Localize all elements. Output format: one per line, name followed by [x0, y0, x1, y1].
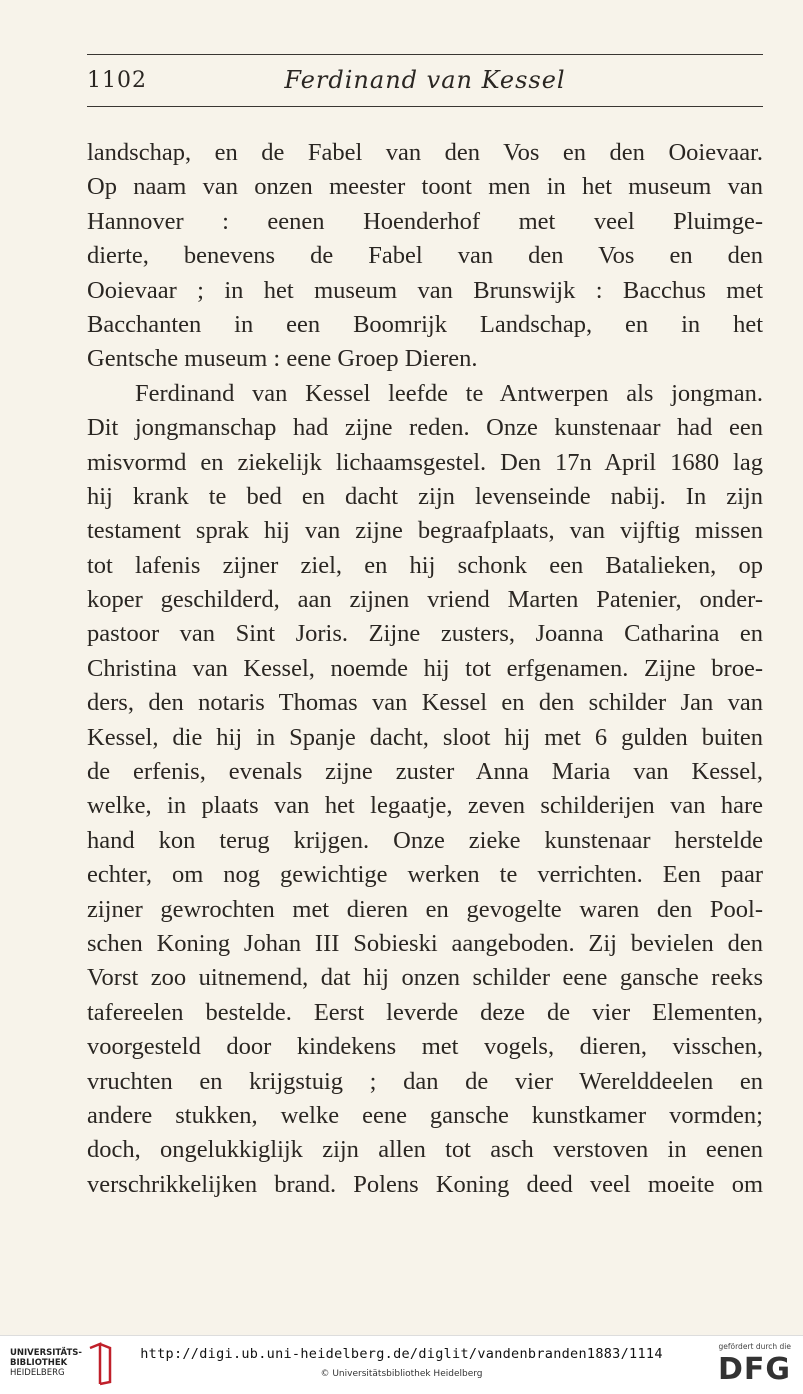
text-line: andere stukken, welke eene gansche kunstkamer vormden;	[87, 1101, 763, 1129]
text-line: Bacchanten in een Boomrijk Landschap, en in het	[87, 310, 763, 338]
text-line: tot lafenis zijner ziel, en hij schonk een Batalieken, op	[87, 551, 763, 579]
text-line: testament sprak hij van zijne begraafplaats, van vijftig missen	[87, 517, 763, 545]
text-line: Christina van Kessel, noemde hij tot erfgenamen. Zijne broe-	[87, 654, 763, 682]
text-line: Vorst zoo uitnemend, dat hij onzen schilder eene gansche reeks	[87, 964, 763, 992]
text-line: dierte, benevens de Fabel van den Vos en den	[87, 242, 763, 270]
text-line: schen Koning Johan III Sobieski aangeboden. Zij bevielen den	[87, 929, 763, 957]
text-line: Op naam van onzen meester toont men in het museum van	[87, 173, 763, 201]
text-line: Ferdinand van Kessel leefde te Antwerpen als jongman.	[135, 379, 763, 407]
library-name-line: HEIDELBERG	[10, 1368, 65, 1378]
text-line: zijner gewrochten met dieren en gevogelte waren den Pool-	[87, 895, 763, 923]
text-line: echter, om nog gewichtige werken te verrichten. Een paar	[87, 861, 763, 889]
text-line: voorgesteld door kindekens met vogels, dieren, visschen,	[87, 1033, 763, 1061]
page-header	[87, 66, 763, 100]
library-name-line: BIBLIOTHEK	[10, 1358, 68, 1368]
funding-caption: gefördert durch die	[718, 1342, 791, 1351]
text-line: hand kon terug krijgen. Onze zieke kunstenaar herstelde	[87, 826, 763, 854]
text-line: landschap, en de Fabel van den Vos en den Ooievaar.	[87, 139, 763, 166]
text-line: doch, ongelukkiglijk zijn allen tot asch verstoven in eenen	[87, 1136, 763, 1164]
text-line: koper geschilderd, aan zijnen vriend Marten Patenier, onder-	[87, 586, 763, 614]
text-line: Kessel, die hij in Spanje dacht, sloot hij met 6 gulden buiten	[87, 723, 763, 751]
dfg-logo: DFG	[717, 1352, 791, 1387]
text-line: welke, in plaats van het legaatje, zeven schilderijen van hare	[87, 792, 763, 820]
library-name-line: UNIVERSITÄTS-	[10, 1348, 82, 1358]
text-line: ders, den notaris Thomas van Kessel en den schilder Jan van	[87, 689, 763, 717]
header-rule	[87, 106, 763, 107]
text-line: hij krank te bed en dacht zijn levenseinde nabij. In zijn	[87, 482, 763, 510]
running-title: Ferdinand van Kessel	[284, 66, 566, 94]
text-line: Ooievaar ; in het museum van Brunswijk : Bacchus met	[87, 276, 763, 304]
copyright-notice: © Universitätsbibliothek Heidelberg	[320, 1369, 483, 1379]
body-text	[87, 136, 763, 1202]
text-line: verschrikkelijken brand. Polens Koning deed veel moeite om	[87, 1170, 763, 1198]
footer-bar	[0, 1335, 803, 1394]
text-line: pastoor van Sint Joris. Zijne zusters, Joanna Catharina en	[87, 620, 763, 648]
page-number: 1102	[87, 68, 147, 93]
text-line: Dit jongmanschap had zijne reden. Onze kunstenaar had een	[87, 414, 763, 442]
text-line: vruchten en krijgstuig ; dan de vier Werelddeelen en	[87, 1067, 763, 1095]
permalink-url[interactable]: http://digi.ub.uni-heidelberg.de/diglit/vandenbranden1883/1114	[140, 1346, 663, 1362]
text-line: de erfenis, evenals zijne zuster Anna Maria van Kessel,	[87, 758, 763, 786]
text-line: misvormd en ziekelijk lichaamsgestel. Den 17n April 1680 lag	[87, 448, 763, 476]
text-line: tafereelen bestelde. Eerst leverde deze de vier Elementen,	[87, 998, 763, 1026]
top-rule	[87, 54, 763, 55]
text-line: Hannover : eenen Hoenderhof met veel Pluimge-	[87, 207, 763, 235]
text-line: Gentsche museum : eene Groep Dieren.	[87, 345, 478, 373]
